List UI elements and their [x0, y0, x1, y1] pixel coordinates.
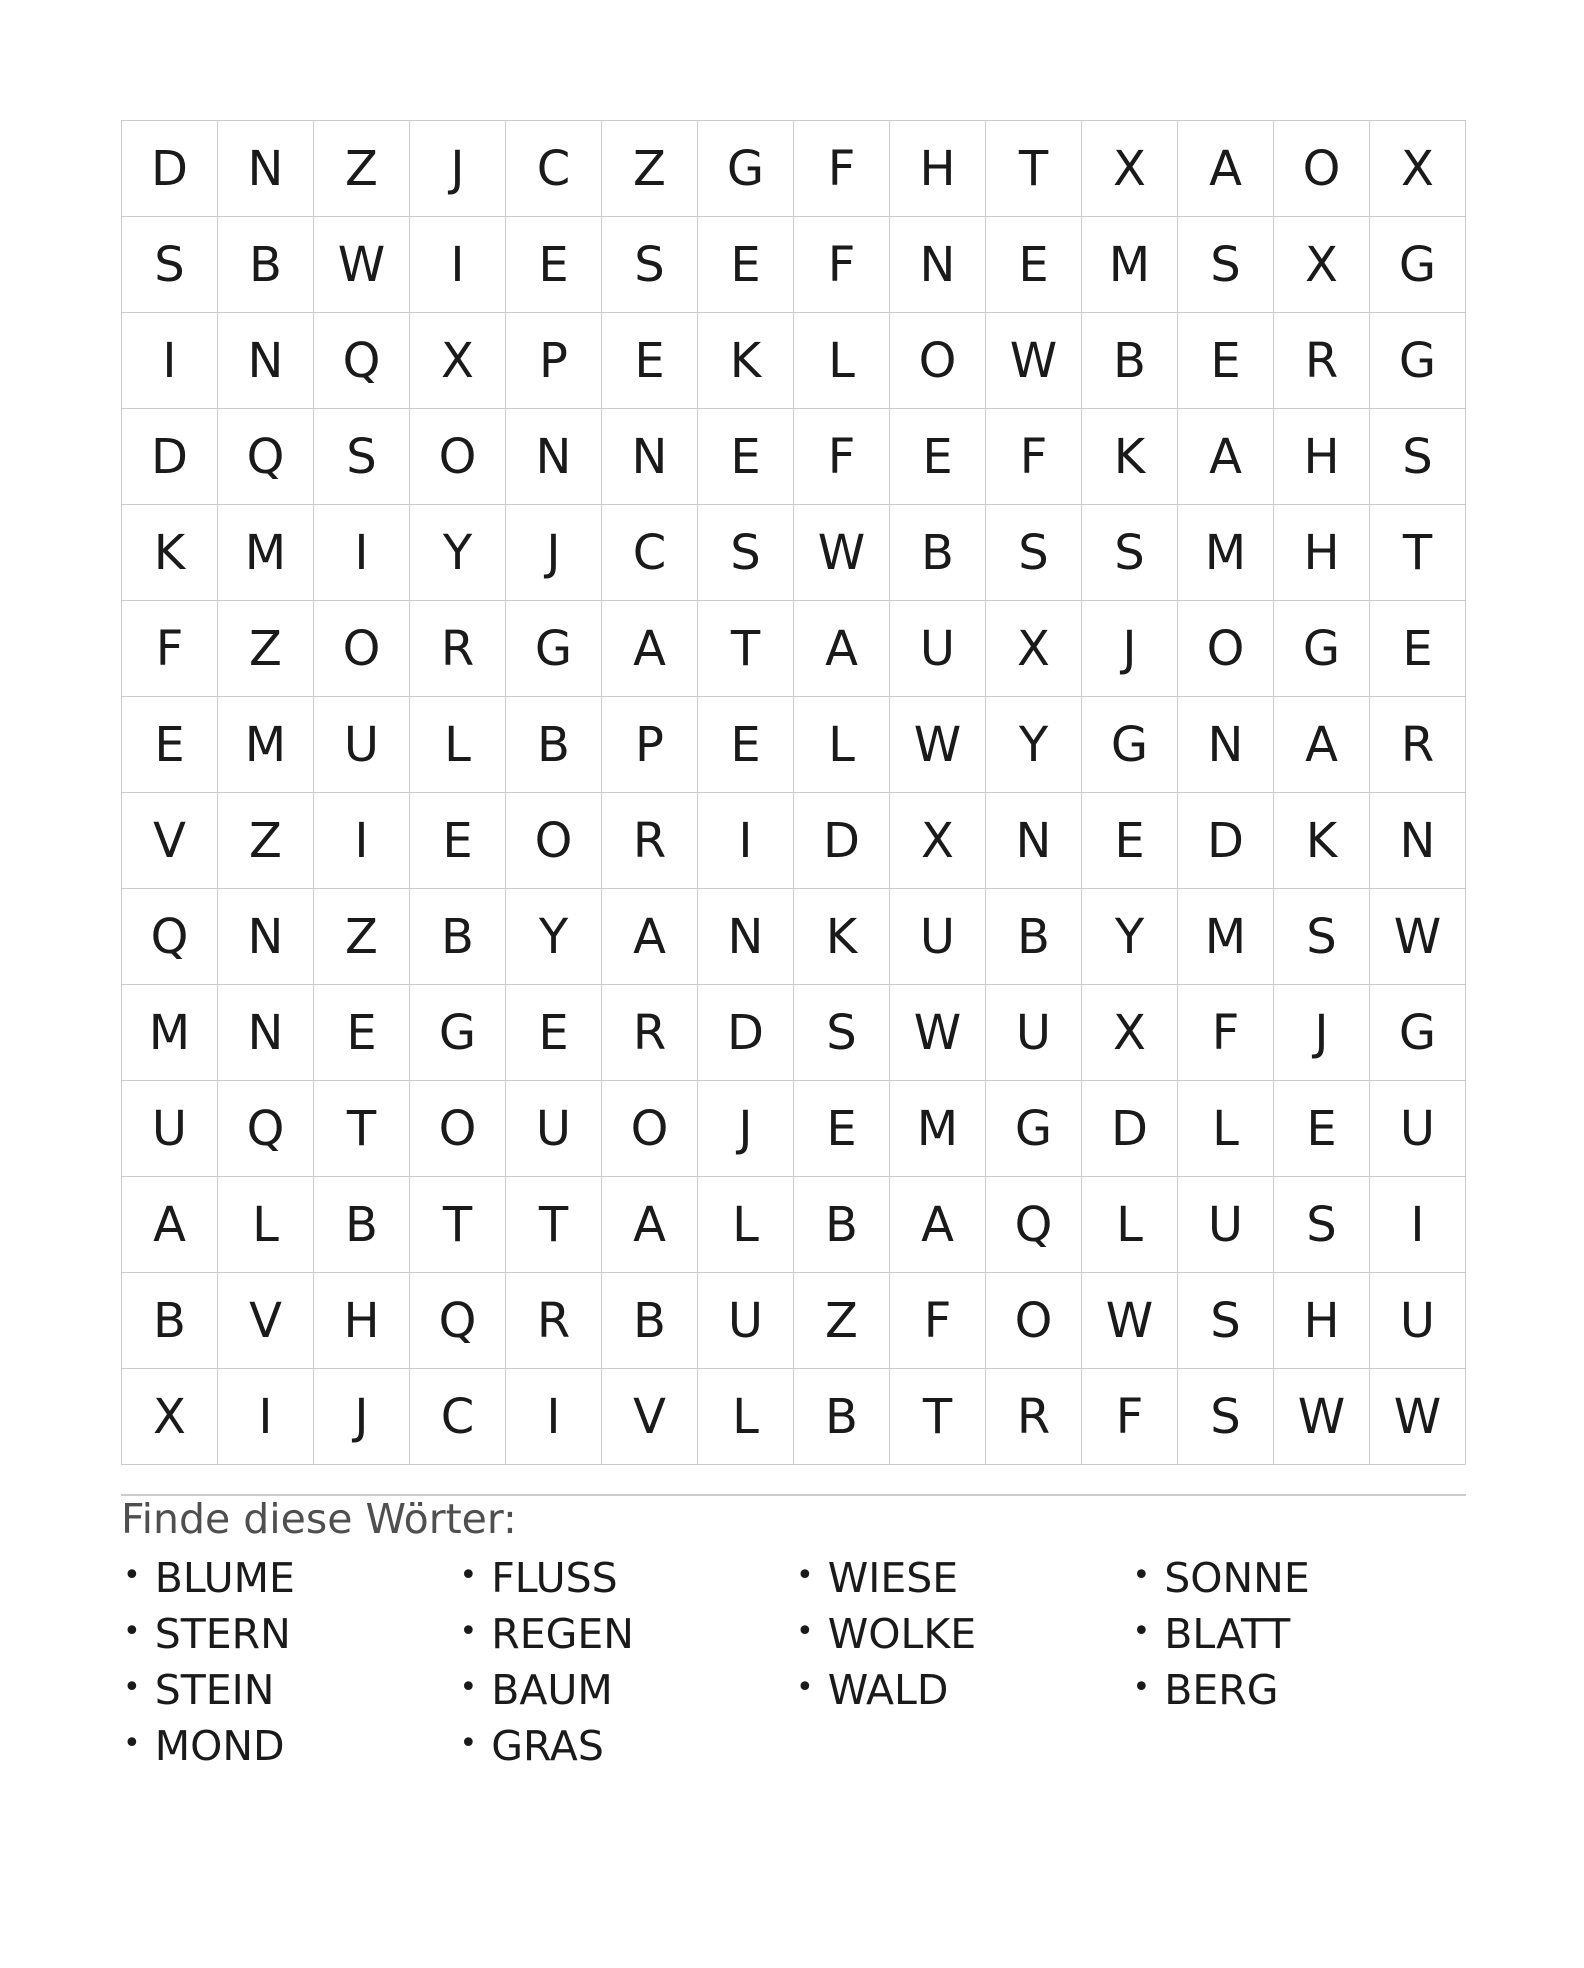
word-label: STERN [154, 1609, 291, 1658]
grid-row [122, 409, 1466, 505]
grid-cell[interactable]: G [1082, 697, 1178, 793]
bullet-icon: • [1132, 1614, 1151, 1649]
grid-cell[interactable]: O [410, 409, 506, 505]
grid-cell[interactable]: E [1082, 793, 1178, 889]
grid-cell[interactable]: O [506, 793, 602, 889]
grid-cell[interactable]: T [986, 121, 1082, 217]
bullet-icon: • [123, 1726, 141, 1761]
word-label: MOND [154, 1721, 285, 1770]
grid-cell[interactable]: E [794, 1081, 890, 1177]
grid-cell[interactable]: E [122, 697, 218, 793]
grid-cell[interactable]: E [890, 409, 986, 505]
grid-cell[interactable]: H [1274, 505, 1370, 601]
grid-cell[interactable]: M [218, 697, 314, 793]
grid-cell[interactable]: E [698, 697, 794, 793]
grid-cell[interactable]: J [1274, 985, 1370, 1081]
grid-cell[interactable]: O [1274, 121, 1370, 217]
word-item [794, 1662, 1131, 1718]
word-list-column [794, 1550, 1131, 1774]
grid-cell[interactable]: X [1082, 985, 1178, 1081]
grid-cell[interactable]: S [1178, 1369, 1274, 1465]
grid-cell[interactable]: O [314, 601, 410, 697]
grid-row [122, 121, 1466, 217]
grid-cell[interactable]: B [314, 1177, 410, 1273]
grid-cell[interactable]: U [1370, 1081, 1466, 1177]
grid-cell[interactable]: L [698, 1369, 794, 1465]
grid-cell[interactable]: L [794, 313, 890, 409]
grid-cell[interactable]: R [986, 1369, 1082, 1465]
grid-cell[interactable]: Z [314, 121, 410, 217]
grid-cell[interactable]: F [1178, 985, 1274, 1081]
grid-cell[interactable]: Y [1082, 889, 1178, 985]
grid-cell[interactable]: E [1274, 1081, 1370, 1177]
grid-cell[interactable]: D [122, 409, 218, 505]
grid-cell[interactable]: Z [314, 889, 410, 985]
word-label: FLUSS [491, 1553, 618, 1602]
grid-cell[interactable]: R [410, 601, 506, 697]
grid-cell[interactable]: U [986, 985, 1082, 1081]
word-item [794, 1550, 1131, 1606]
grid-cell[interactable]: N [1178, 697, 1274, 793]
grid-cell[interactable]: I [122, 313, 218, 409]
grid-cell[interactable]: Y [410, 505, 506, 601]
grid-cell[interactable]: R [1274, 313, 1370, 409]
grid-cell[interactable]: C [506, 121, 602, 217]
grid-cell[interactable]: S [122, 217, 218, 313]
grid-cell[interactable]: E [314, 985, 410, 1081]
grid-cell[interactable]: W [1274, 1369, 1370, 1465]
grid-cell[interactable]: T [698, 601, 794, 697]
word-label: WIESE [827, 1553, 959, 1602]
grid-cell[interactable]: I [506, 1369, 602, 1465]
grid-cell[interactable]: A [1274, 697, 1370, 793]
grid-cell[interactable]: S [602, 217, 698, 313]
grid-cell[interactable]: G [506, 601, 602, 697]
bullet-icon: • [123, 1558, 141, 1593]
grid-cell[interactable]: S [698, 505, 794, 601]
grid-cell[interactable]: T [890, 1369, 986, 1465]
grid-cell[interactable]: F [794, 217, 890, 313]
grid-cell[interactable]: I [314, 793, 410, 889]
grid-cell[interactable]: W [1082, 1273, 1178, 1369]
grid-cell[interactable]: U [698, 1273, 794, 1369]
grid-cell[interactable]: X [986, 601, 1082, 697]
grid-cell[interactable]: M [1178, 889, 1274, 985]
word-item [1131, 1550, 1468, 1606]
grid-row [122, 217, 1466, 313]
grid-cell[interactable]: Z [218, 793, 314, 889]
grid-cell[interactable]: P [602, 697, 698, 793]
grid-cell[interactable]: W [890, 985, 986, 1081]
grid-cell[interactable]: F [986, 409, 1082, 505]
word-list [121, 1550, 1467, 1774]
grid-cell[interactable]: B [410, 889, 506, 985]
bullet-icon: • [796, 1670, 814, 1705]
grid-cell[interactable]: T [410, 1177, 506, 1273]
grid-cell[interactable]: E [1370, 601, 1466, 697]
grid-cell[interactable]: X [890, 793, 986, 889]
grid-cell[interactable]: R [602, 985, 698, 1081]
grid-cell[interactable]: J [314, 1369, 410, 1465]
grid-cell[interactable]: P [506, 313, 602, 409]
grid-cell[interactable]: B [1082, 313, 1178, 409]
bullet-icon: • [459, 1558, 478, 1593]
grid-cell[interactable]: N [506, 409, 602, 505]
word-item [458, 1718, 795, 1774]
grid-cell[interactable]: D [794, 793, 890, 889]
grid-cell[interactable]: T [506, 1177, 602, 1273]
grid-cell[interactable]: M [1082, 217, 1178, 313]
word-item [794, 1606, 1131, 1662]
grid-cell[interactable]: S [1370, 409, 1466, 505]
grid-cell[interactable]: W [1370, 1369, 1466, 1465]
grid-cell[interactable]: D [1082, 1081, 1178, 1177]
grid-row [122, 697, 1466, 793]
grid-cell[interactable]: E [986, 217, 1082, 313]
grid-cell[interactable]: X [1370, 121, 1466, 217]
grid-cell[interactable]: H [1274, 1273, 1370, 1369]
grid-cell[interactable]: B [506, 697, 602, 793]
grid-cell[interactable]: R [602, 793, 698, 889]
grid-cell[interactable]: U [1178, 1177, 1274, 1273]
bullet-icon: • [123, 1614, 141, 1649]
grid-cell[interactable]: I [314, 505, 410, 601]
grid-cell[interactable]: K [1082, 409, 1178, 505]
grid-cell[interactable]: A [794, 601, 890, 697]
grid-cell[interactable]: O [410, 1081, 506, 1177]
grid-cell[interactable]: K [1274, 793, 1370, 889]
grid-cell[interactable]: L [1082, 1177, 1178, 1273]
grid-cell[interactable]: O [602, 1081, 698, 1177]
grid-cell[interactable]: N [1370, 793, 1466, 889]
grid-cell[interactable]: L [794, 697, 890, 793]
grid-cell[interactable]: O [986, 1273, 1082, 1369]
grid-cell[interactable]: X [1082, 121, 1178, 217]
grid-cell[interactable]: I [410, 217, 506, 313]
grid-cell[interactable]: H [314, 1273, 410, 1369]
grid-cell[interactable]: R [506, 1273, 602, 1369]
grid-cell[interactable]: U [122, 1081, 218, 1177]
grid-cell[interactable]: E [698, 217, 794, 313]
grid-cell[interactable]: E [410, 793, 506, 889]
grid-cell[interactable]: N [218, 889, 314, 985]
word-label: GRAS [491, 1721, 604, 1770]
grid-cell[interactable]: R [1370, 697, 1466, 793]
grid-cell[interactable]: G [1370, 985, 1466, 1081]
grid-cell[interactable]: B [794, 1369, 890, 1465]
grid-cell[interactable]: S [794, 985, 890, 1081]
grid-cell[interactable]: Y [986, 697, 1082, 793]
grid-cell[interactable]: B [218, 217, 314, 313]
grid-cell[interactable]: F [1082, 1369, 1178, 1465]
grid-cell[interactable]: A [1178, 409, 1274, 505]
grid-cell[interactable]: N [218, 121, 314, 217]
grid-row [122, 793, 1466, 889]
grid-cell[interactable]: U [506, 1081, 602, 1177]
grid-cell[interactable]: N [218, 313, 314, 409]
grid-cell[interactable]: Q [986, 1177, 1082, 1273]
grid-cell[interactable]: Z [794, 1273, 890, 1369]
grid-cell[interactable]: L [218, 1177, 314, 1273]
grid-cell[interactable]: N [890, 217, 986, 313]
grid-cell[interactable]: M [218, 505, 314, 601]
word-item [121, 1550, 458, 1606]
grid-cell[interactable]: S [1178, 1273, 1274, 1369]
bullet-icon: • [459, 1614, 478, 1649]
word-list-column [121, 1550, 458, 1774]
grid-cell[interactable]: W [314, 217, 410, 313]
wordsearch-grid-body [122, 121, 1466, 1465]
grid-cell[interactable]: U [890, 889, 986, 985]
grid-cell[interactable]: I [218, 1369, 314, 1465]
grid-cell[interactable]: Q [122, 889, 218, 985]
grid-row [122, 505, 1466, 601]
grid-cell[interactable]: V [602, 1369, 698, 1465]
grid-cell[interactable]: S [1274, 1177, 1370, 1273]
grid-cell[interactable]: D [122, 121, 218, 217]
grid-cell[interactable]: D [1178, 793, 1274, 889]
grid-cell[interactable]: S [314, 409, 410, 505]
word-item [458, 1550, 795, 1606]
grid-cell[interactable]: U [314, 697, 410, 793]
grid-cell[interactable]: D [698, 985, 794, 1081]
grid-cell[interactable]: X [410, 313, 506, 409]
grid-cell[interactable]: N [986, 793, 1082, 889]
grid-cell[interactable]: W [986, 313, 1082, 409]
grid-cell[interactable]: E [602, 313, 698, 409]
grid-cell[interactable]: I [698, 793, 794, 889]
grid-row [122, 601, 1466, 697]
grid-cell[interactable]: A [890, 1177, 986, 1273]
grid-cell[interactable]: A [1178, 121, 1274, 217]
grid-cell[interactable]: K [698, 313, 794, 409]
grid-cell[interactable]: X [122, 1369, 218, 1465]
word-label: BLUME [154, 1553, 295, 1602]
grid-cell[interactable]: S [1178, 217, 1274, 313]
grid-cell[interactable]: W [1370, 889, 1466, 985]
grid-cell[interactable]: J [410, 121, 506, 217]
bullet-icon: • [123, 1670, 141, 1705]
word-label: WOLKE [827, 1609, 977, 1658]
grid-cell[interactable]: E [698, 409, 794, 505]
grid-cell[interactable]: G [1370, 217, 1466, 313]
grid-cell[interactable]: N [218, 985, 314, 1081]
grid-cell[interactable]: L [698, 1177, 794, 1273]
grid-cell[interactable]: Q [314, 313, 410, 409]
grid-cell[interactable]: G [1370, 313, 1466, 409]
grid-cell[interactable]: L [1178, 1081, 1274, 1177]
grid-cell[interactable]: J [1082, 601, 1178, 697]
word-label: REGEN [491, 1609, 634, 1658]
grid-cell[interactable]: Z [602, 121, 698, 217]
grid-cell[interactable]: A [602, 889, 698, 985]
grid-cell[interactable]: I [1370, 1177, 1466, 1273]
word-label: STEIN [154, 1665, 275, 1714]
grid-cell[interactable]: B [602, 1273, 698, 1369]
grid-cell[interactable]: K [122, 505, 218, 601]
grid-cell[interactable]: G [1274, 601, 1370, 697]
grid-row [122, 1369, 1466, 1465]
grid-cell[interactable]: F [890, 1273, 986, 1369]
grid-cell[interactable]: F [122, 601, 218, 697]
grid-cell[interactable]: S [1274, 889, 1370, 985]
grid-cell[interactable]: E [506, 217, 602, 313]
word-label: WALD [827, 1665, 949, 1714]
grid-cell[interactable]: M [1178, 505, 1274, 601]
word-item [1131, 1606, 1468, 1662]
grid-cell[interactable]: U [890, 601, 986, 697]
word-item [121, 1606, 458, 1662]
grid-cell[interactable]: H [1274, 409, 1370, 505]
grid-row [122, 1273, 1466, 1369]
bullet-icon: • [1132, 1558, 1151, 1593]
grid-cell[interactable]: E [1178, 313, 1274, 409]
bullet-icon: • [796, 1614, 814, 1649]
grid-row [122, 313, 1466, 409]
grid-cell[interactable]: Q [218, 1081, 314, 1177]
grid-row [122, 1177, 1466, 1273]
grid-cell[interactable]: O [1178, 601, 1274, 697]
word-item [458, 1606, 795, 1662]
grid-cell[interactable]: A [122, 1177, 218, 1273]
grid-cell[interactable]: W [794, 505, 890, 601]
grid-cell[interactable]: G [410, 985, 506, 1081]
grid-cell[interactable]: V [122, 793, 218, 889]
grid-cell[interactable]: B [890, 505, 986, 601]
grid-cell[interactable]: T [1370, 505, 1466, 601]
word-item [458, 1662, 795, 1718]
grid-cell[interactable]: K [794, 889, 890, 985]
grid-cell[interactable]: F [794, 121, 890, 217]
grid-cell[interactable]: N [698, 889, 794, 985]
bullet-icon: • [1132, 1670, 1151, 1705]
grid-cell[interactable]: W [890, 697, 986, 793]
word-label: BAUM [491, 1665, 613, 1714]
grid-cell[interactable]: M [890, 1081, 986, 1177]
grid-cell[interactable]: A [602, 601, 698, 697]
word-label: BERG [1164, 1665, 1279, 1714]
grid-cell[interactable]: E [506, 985, 602, 1081]
grid-cell[interactable]: Q [410, 1273, 506, 1369]
grid-cell[interactable]: L [410, 697, 506, 793]
grid-row [122, 889, 1466, 985]
word-item [1131, 1662, 1468, 1718]
grid-row [122, 985, 1466, 1081]
grid-cell[interactable]: U [1370, 1273, 1466, 1369]
grid-cell[interactable]: G [986, 1081, 1082, 1177]
grid-cell[interactable]: O [890, 313, 986, 409]
grid-cell[interactable]: B [986, 889, 1082, 985]
grid-cell[interactable]: C [602, 505, 698, 601]
word-label: SONNE [1164, 1553, 1310, 1602]
grid-cell[interactable]: S [986, 505, 1082, 601]
grid-cell[interactable]: V [218, 1273, 314, 1369]
grid-cell[interactable]: J [698, 1081, 794, 1177]
word-item [121, 1662, 458, 1718]
grid-cell[interactable]: X [1274, 217, 1370, 313]
bullet-icon: • [459, 1726, 478, 1761]
grid-cell[interactable]: C [410, 1369, 506, 1465]
grid-cell[interactable]: Z [218, 601, 314, 697]
grid-cell[interactable]: F [794, 409, 890, 505]
grid-cell[interactable]: S [1082, 505, 1178, 601]
grid-row [122, 1081, 1466, 1177]
grid-cell[interactable]: G [698, 121, 794, 217]
grid-cell[interactable]: Q [218, 409, 314, 505]
bullet-icon: • [459, 1670, 478, 1705]
grid-cell[interactable]: A [602, 1177, 698, 1273]
grid-cell[interactable]: H [890, 121, 986, 217]
grid-cell[interactable]: T [314, 1081, 410, 1177]
word-list-heading: Finde diese Wörter: [121, 1495, 517, 1543]
grid-cell[interactable]: N [602, 409, 698, 505]
word-list-column [458, 1550, 795, 1774]
grid-cell[interactable]: J [506, 505, 602, 601]
word-list-column [1131, 1550, 1468, 1774]
grid-cell[interactable]: B [794, 1177, 890, 1273]
grid-cell[interactable]: Y [506, 889, 602, 985]
bullet-icon: • [796, 1558, 814, 1593]
grid-cell[interactable]: B [122, 1273, 218, 1369]
grid-cell[interactable]: M [122, 985, 218, 1081]
wordsearch-grid [121, 120, 1466, 1465]
word-item [121, 1718, 458, 1774]
word-label: BLATT [1164, 1609, 1291, 1658]
